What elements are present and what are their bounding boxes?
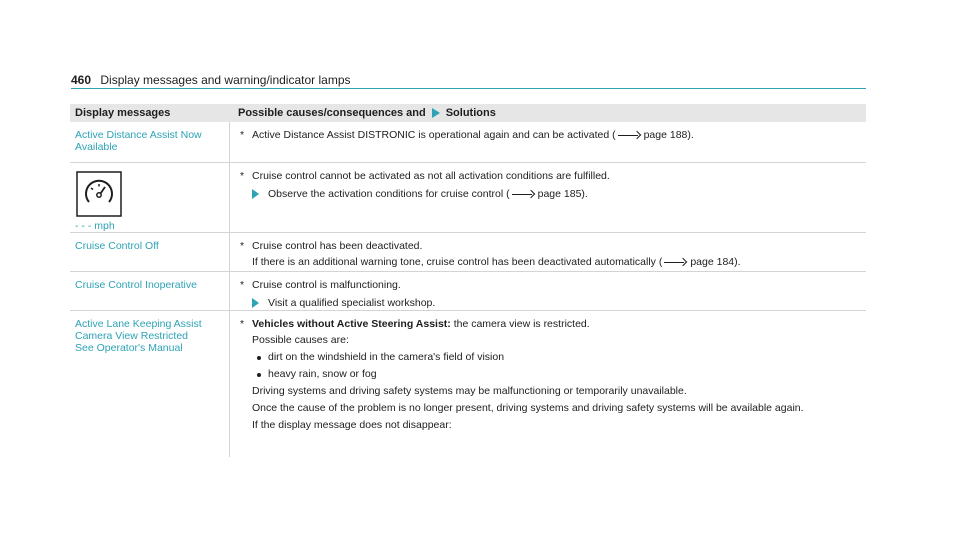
- page-number: 460: [71, 73, 92, 87]
- cause-cell: * Cruise control cannot be activated as not all activation conditions are fulfilled. Observe the activation conditions for cruise control ( page 185).: [240, 170, 610, 200]
- cause-cell: * Active Distance Assist DISTRONIC is operational again and can be activated ( page 188).: [240, 129, 694, 141]
- list-item: dirt on the windshield in the camera's field of vision: [240, 351, 866, 364]
- table-row: [70, 272, 866, 311]
- page-reference[interactable]: page 188).: [643, 129, 694, 141]
- table-row: [70, 163, 866, 233]
- speedometer-icon: [75, 170, 123, 218]
- solution-arrow-icon: [432, 108, 440, 118]
- page-title: Display messages and warning/indicator lamps: [100, 73, 351, 87]
- display-message: Active Distance Assist Now Available: [70, 122, 230, 162]
- header-rule: [71, 88, 866, 89]
- cause-cell: * Cruise control is malfunctioning. Visit a qualified specialist workshop.: [240, 279, 436, 309]
- page-reference[interactable]: page 185).: [537, 188, 588, 200]
- page-reference[interactable]: page 184).: [690, 256, 741, 268]
- page-ref-arrow-icon: [664, 258, 688, 267]
- cause-cell: * Vehicles without Active Steering Assist: the camera view is restricted. Possible causes are: dirt on the windshield in the camera's field of vision heavy rain, snow or fog Driving systems and driving safety systems may be malfunctioning or temporarily unavailable. Once the cause of the problem is no longer present, driving systems and driving safety systems will be available again. If the display message does not disappear:: [230, 311, 866, 457]
- list-item: heavy rain, snow or fog: [240, 368, 866, 381]
- page-header: [71, 73, 351, 87]
- table-row: [70, 311, 866, 457]
- display-message: Active Lane Keeping Assist Camera View Restricted See Operator's Manual: [70, 311, 230, 457]
- header-display-messages: Display messages: [75, 107, 171, 119]
- display-message: Cruise Control Inoperative: [70, 272, 230, 310]
- page-ref-arrow-icon: [618, 131, 642, 140]
- solution-arrow-icon: [252, 298, 259, 308]
- messages-table: [70, 104, 866, 457]
- header-causes-solutions: Possible causes/consequences and Solutions: [238, 107, 496, 119]
- solution-arrow-icon: [252, 189, 259, 199]
- table-row: [70, 122, 866, 163]
- page-ref-arrow-icon: [512, 190, 536, 199]
- cause-cell: * Cruise control has been deactivated. If there is an additional warning tone, cruise control has been deactivated automatically ( page 184).: [240, 240, 741, 268]
- table-header: [70, 104, 866, 122]
- table-row: [70, 233, 866, 272]
- display-message: - - - mph: [70, 163, 230, 232]
- display-message: Cruise Control Off: [70, 233, 230, 271]
